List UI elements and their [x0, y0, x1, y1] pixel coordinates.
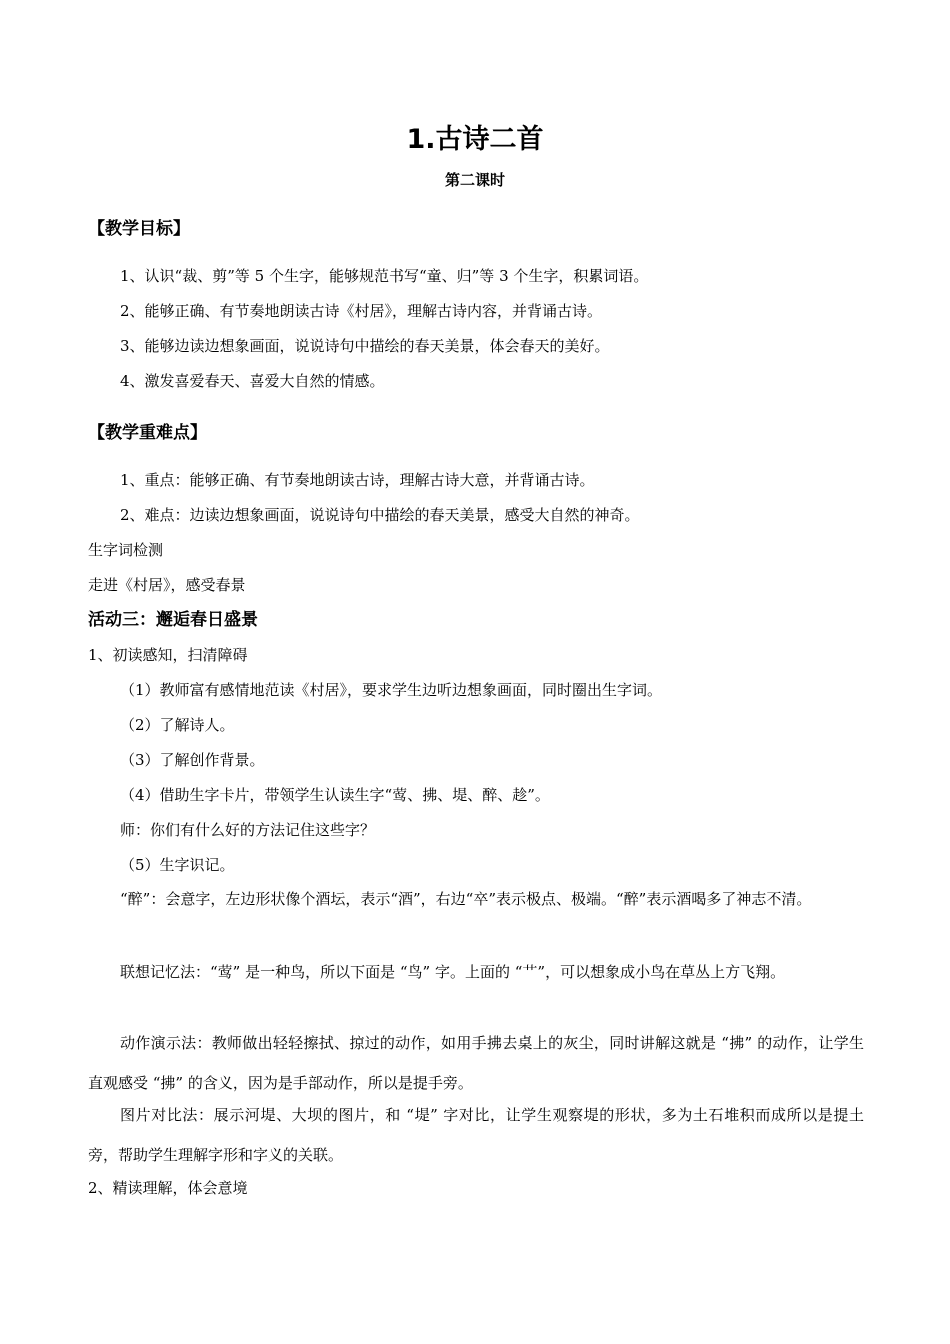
goal-item: 4、激发喜爱春天、喜爱大自然的情感。 — [120, 372, 385, 390]
goals-heading: 【教学目标】 — [88, 219, 190, 239]
step-label: 1、初读感知，扫清障碍 — [88, 646, 248, 664]
explanation-paragraph: “醉”：会意字，左边形状像个酒坛，表示“酒”，右边“卒”表示极点、极端。“醉”表示酒喝多了神志不清。 — [120, 890, 812, 908]
sub-item: （4）借助生字卡片，带领学生认读生字“莺、拂、堤、醉、趁”。 — [120, 786, 550, 804]
activity-heading: 活动三：邂逅春日盛景 — [88, 610, 258, 630]
goal-item: 2、能够正确、有节奏地朗读古诗《村居》，理解古诗内容，并背诵古诗。 — [120, 302, 603, 320]
keypoints-heading: 【教学重难点】 — [88, 423, 207, 443]
goal-item: 1、认识“裁、剪”等 5 个生字，能够规范书写“童、归”等 3 个生字，积累词语。 — [120, 267, 649, 285]
lesson-period: 第二课时 — [444, 171, 505, 189]
sub-item: （1）教师富有感情地范读《村居》，要求学生边听边想象画面，同时圈出生字词。 — [120, 681, 663, 699]
sub-item: （2）了解诗人。 — [120, 716, 235, 734]
explanation-paragraph: 联想记忆法：“莺” 是一种鸟，所以下面是 “鸟” 字。上面的 “艹”，可以想象成小鸟在草丛上方飞翔。 — [120, 963, 786, 981]
section-label: 生字词检测 — [88, 541, 164, 559]
sub-item: （5）生字识记。 — [120, 856, 235, 874]
sub-item: （3）了解创作背景。 — [120, 751, 265, 769]
explanation-paragraph: 动作演示法：教师做出轻轻擦拭、掠过的动作，如用手拂去桌上的灰尘，同时讲解这就是 “拂” 的动作，让学生直观感受 “拂” 的含义，因为是手部动作，所以是提手旁。 — [88, 1034, 864, 1092]
keypoint-item: 2、难点：边读边想象画面，说说诗句中描绘的春天美景，感受大自然的神奇。 — [120, 506, 640, 524]
goal-item: 3、能够边读边想象画面，说说诗句中描绘的春天美景，体会春天的美好。 — [120, 337, 610, 355]
document-title: 1.古诗二首 — [406, 124, 544, 155]
keypoint-item: 1、重点：能够正确、有节奏地朗读古诗，理解古诗大意，并背诵古诗。 — [120, 471, 595, 489]
explanation-paragraph: 图片对比法：展示河堤、大坝的图片，和 “堤” 字对比，让学生观察堤的形状，多为土石堆积而成所以是提土旁，帮助学生理解字形和字义的关联。 — [88, 1106, 864, 1164]
section-label: 走进《村居》，感受春景 — [88, 576, 246, 594]
teacher-question: 师：你们有什么好的方法记住这些字？ — [120, 821, 376, 839]
step-label: 2、精读理解，体会意境 — [88, 1179, 248, 1197]
